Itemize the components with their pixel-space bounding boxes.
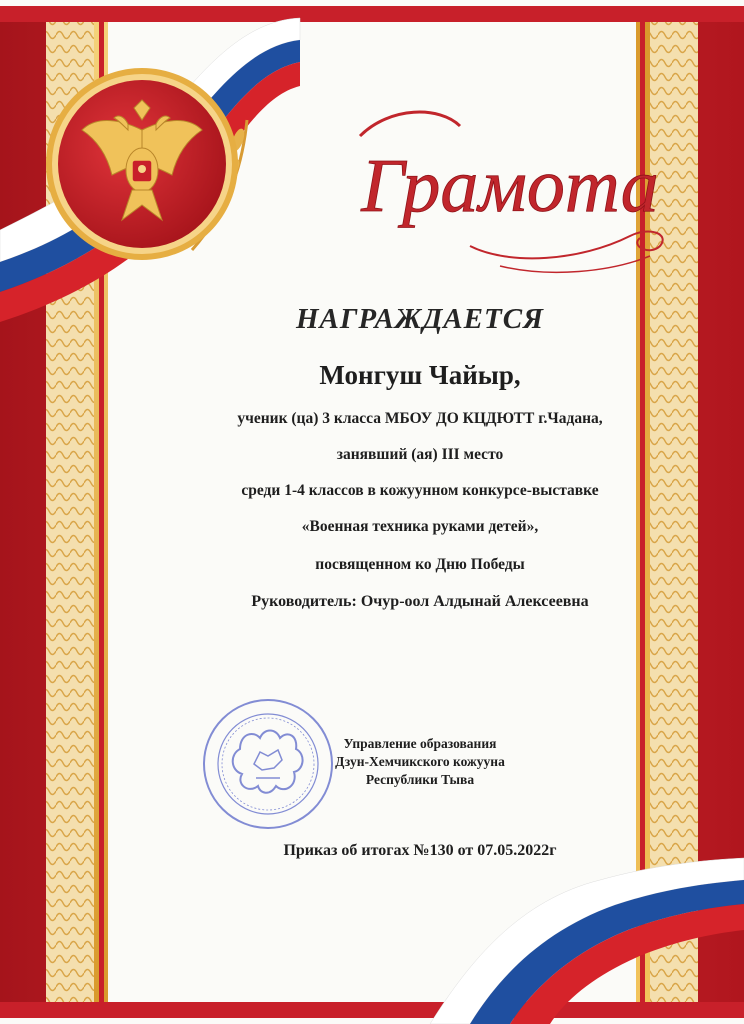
award-line: занявший (ая) III место [336, 446, 504, 463]
organization-line: Республики Тыва [365, 772, 475, 787]
certificate-title [330, 96, 690, 286]
title-text: Грамота [361, 144, 659, 228]
award-line: ученик (ца) 3 класса МБОУ ДО КЦДЮТТ г.Чадана, [237, 410, 603, 427]
russian-coat-of-arms-icon [42, 60, 252, 270]
award-line: среди 1-4 классов в кожуунном конкурсе-выставке [241, 482, 599, 499]
organization-line: Управление образования [343, 736, 497, 751]
award-line: «Военная техника руками детей», [301, 518, 539, 535]
organization-line: Дзун-Хемчикского кожууна [335, 754, 505, 769]
order-reference: Приказ об итогах №130 от 07.05.2022г [283, 842, 557, 859]
award-line: посвященном ко Дню Победы [315, 556, 525, 573]
awarded-heading: НАГРАЖДАЕТСЯ [295, 303, 545, 335]
supervisor-line: Руководитель: Очур-оол Алдынай Алексеевна [251, 593, 589, 610]
recipient-name: Монгуш Чайыр, [319, 360, 521, 390]
